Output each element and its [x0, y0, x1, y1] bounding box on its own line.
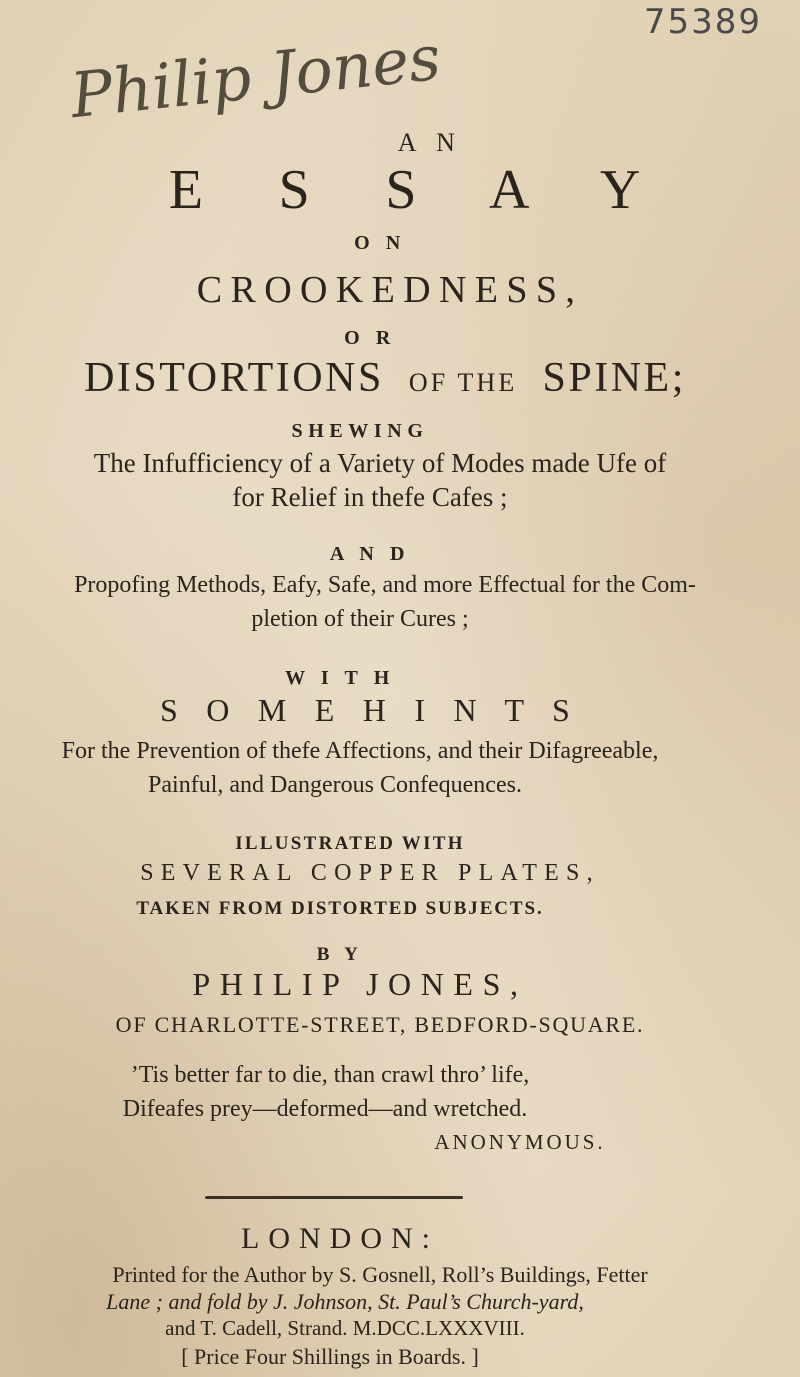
and-line-2: pletion of their Cures ; — [251, 606, 469, 632]
illustrated-label: ILLUSTRATED WITH — [235, 833, 465, 854]
and-label: A N D — [329, 543, 411, 565]
imprint-price: [ Price Four Shillings in Boards. ] — [181, 1344, 479, 1369]
epigraph-line-1: ’Tis better far to die, than crawl thro’ life, — [130, 1062, 530, 1088]
title-crookedness: CROOKEDNESS, — [196, 269, 584, 311]
title-or: O R — [344, 327, 396, 349]
with-line-1: For the Prevention of thefe Affections, and their Difagreeable, — [61, 738, 659, 764]
imprint-line-1: Printed for the Author by S. Gosnell, Roll’s Buildings, Fetter — [112, 1262, 648, 1287]
title-distortions: DISTORTIONS — [84, 355, 384, 401]
epigraph-attribution: ANONYMOUS. — [434, 1130, 606, 1154]
and-line-1: Propofing Methods, Eafy, Safe, and more Effectual for the Com- — [74, 572, 696, 598]
author-address: OF CHARLOTTE-STREET, BEDFORD-SQUARE. — [115, 1012, 645, 1037]
divider-rule — [205, 1196, 463, 1199]
handwritten-signature: Philip Jones — [67, 20, 444, 133]
author-by: B Y — [316, 944, 364, 965]
epigraph-line-2: Difeafes prey—deformed—and wretched. — [122, 1096, 528, 1122]
imprint-line-3: and T. Cadell, Strand. M.DCC.LXXXVIII. — [165, 1316, 525, 1340]
with-hints: S O M E H I N T S — [159, 692, 581, 728]
title-distortions-line — [0, 354, 800, 402]
title-of-the: OF THE — [408, 368, 518, 397]
shewing-label: SHEWING — [291, 420, 429, 442]
with-line-2: Painful, and Dangerous Confequences. — [148, 772, 522, 798]
imprint-city: LONDON: — [241, 1222, 439, 1255]
with-label: W I T H — [285, 667, 395, 689]
title-spine: SPINE; — [542, 355, 686, 401]
title-an: A N — [397, 128, 463, 157]
illustrated-plates: SEVERAL COPPER PLATES, — [140, 860, 600, 886]
shelf-number: 75389 — [643, 2, 762, 42]
shewing-line-2: for Relief in thefe Cafes ; — [232, 482, 508, 512]
illustrated-taken: TAKEN FROM DISTORTED SUBJECTS. — [136, 898, 544, 919]
author-name: PHILIP JONES, — [192, 966, 528, 1002]
shewing-line-1: The Infufficiency of a Variety of Modes made Ufe of — [93, 448, 667, 478]
title-essay: E S S A Y — [168, 159, 672, 221]
title-on: O N — [354, 232, 406, 254]
imprint-line-2: Lane ; and fold by J. Johnson, St. Paul’s Church-yard, — [106, 1289, 584, 1314]
